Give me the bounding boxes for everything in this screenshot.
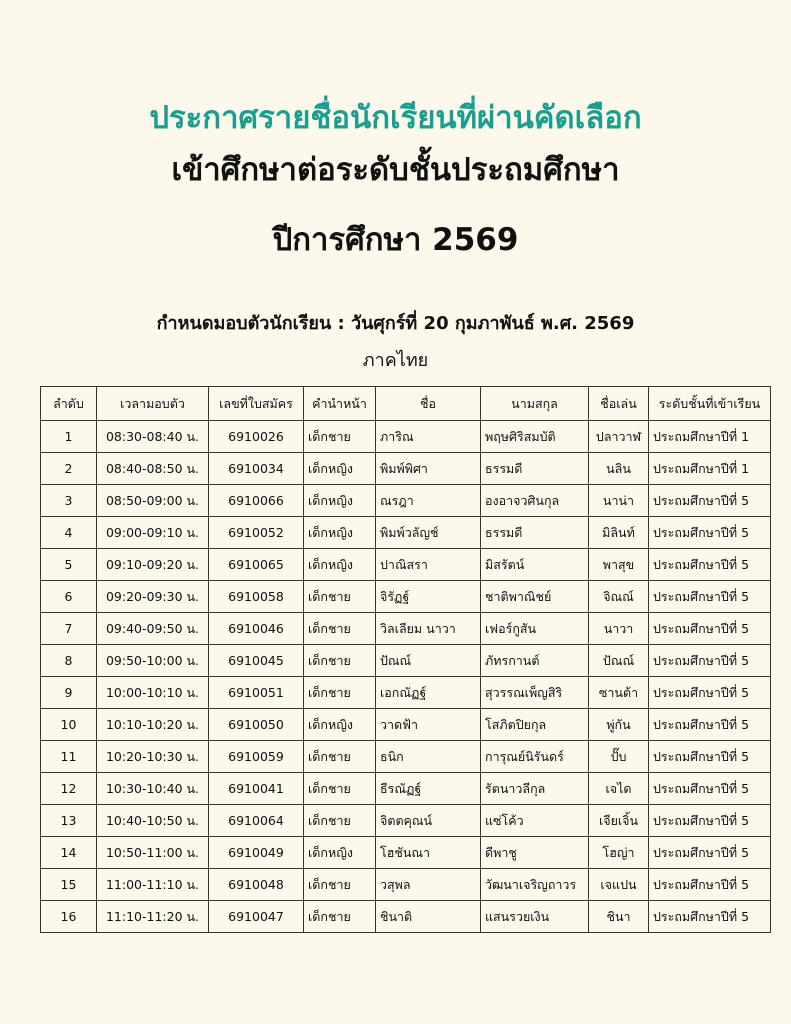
- column-header: เวลามอบตัว: [97, 387, 209, 421]
- grade-level-cell: ประถมศึกษาปีที่ 1: [649, 453, 771, 485]
- enrollment-time-cell: 10:30-10:40 น.: [97, 773, 209, 805]
- enrollment-time-cell: 10:20-10:30 น.: [97, 741, 209, 773]
- grade-level-cell: ประถมศึกษาปีที่ 1: [649, 421, 771, 453]
- nickname-cell: มิลินท์: [589, 517, 649, 549]
- row-number-cell: 15: [41, 869, 97, 901]
- table-row: [41, 709, 771, 741]
- row-number-cell: 12: [41, 773, 97, 805]
- grade-level-cell: ประถมศึกษาปีที่ 5: [649, 805, 771, 837]
- row-number-cell: 16: [41, 901, 97, 933]
- first-name-cell: ปาณิสรา: [376, 549, 481, 581]
- table-row: [41, 485, 771, 517]
- table-row: [41, 901, 771, 933]
- academic-year: ปีการศึกษา 2569: [272, 222, 519, 258]
- row-number-cell: 14: [41, 837, 97, 869]
- column-header: ชื่อ: [376, 387, 481, 421]
- first-name-cell: วาดฟ้า: [376, 709, 481, 741]
- table-row: [41, 453, 771, 485]
- last-name-cell: พฤษศิริสมบัติ: [481, 421, 589, 453]
- nickname-cell: ซานต้า: [589, 677, 649, 709]
- last-name-cell: ชาติพาณิชย์: [481, 581, 589, 613]
- nickname-cell: นลิน: [589, 453, 649, 485]
- application-number-cell: 6910052: [209, 517, 304, 549]
- table-row: [41, 741, 771, 773]
- table-row: [41, 549, 771, 581]
- grade-level-cell: ประถมศึกษาปีที่ 5: [649, 869, 771, 901]
- first-name-cell: ธีรณัฏฐ์: [376, 773, 481, 805]
- column-header: นามสกุล: [481, 387, 589, 421]
- prefix-cell: เด็กชาย: [304, 773, 376, 805]
- application-number-cell: 6910047: [209, 901, 304, 933]
- application-number-cell: 6910045: [209, 645, 304, 677]
- last-name-cell: ดีพาชู: [481, 837, 589, 869]
- grade-level-cell: ประถมศึกษาปีที่ 5: [649, 741, 771, 773]
- application-number-cell: 6910059: [209, 741, 304, 773]
- enrollment-time-cell: 08:40-08:50 น.: [97, 453, 209, 485]
- grade-level-cell: ประถมศึกษาปีที่ 5: [649, 517, 771, 549]
- enrollment-schedule: กำหนดมอบตัวนักเรียน : วันศุกร์ที่ 20 กุมภาพันธ์ พ.ศ. 2569: [156, 313, 635, 334]
- enrollment-time-cell: 09:20-09:30 น.: [97, 581, 209, 613]
- row-number-cell: 7: [41, 613, 97, 645]
- table-row: [41, 677, 771, 709]
- table-row: [41, 421, 771, 453]
- first-name-cell: วสุพล: [376, 869, 481, 901]
- enrollment-time-cell: 11:10-11:20 น.: [97, 901, 209, 933]
- table-row: [41, 773, 771, 805]
- row-number-cell: 2: [41, 453, 97, 485]
- first-name-cell: ชินาติ: [376, 901, 481, 933]
- last-name-cell: แซ่โค้ว: [481, 805, 589, 837]
- prefix-cell: เด็กหญิง: [304, 517, 376, 549]
- table-header-row: [41, 387, 771, 421]
- row-number-cell: 11: [41, 741, 97, 773]
- nickname-cell: โฮญ่า: [589, 837, 649, 869]
- nickname-cell: ปัณณ์: [589, 645, 649, 677]
- table-row: [41, 613, 771, 645]
- enrollment-time-cell: 10:00-10:10 น.: [97, 677, 209, 709]
- prefix-cell: เด็กชาย: [304, 741, 376, 773]
- column-header: เลขที่ใบสมัคร: [209, 387, 304, 421]
- table-row: [41, 517, 771, 549]
- enrollment-time-cell: 09:40-09:50 น.: [97, 613, 209, 645]
- grade-level-cell: ประถมศึกษาปีที่ 5: [649, 901, 771, 933]
- table-row: [41, 805, 771, 837]
- application-number-cell: 6910058: [209, 581, 304, 613]
- prefix-cell: เด็กหญิง: [304, 549, 376, 581]
- prefix-cell: เด็กชาย: [304, 901, 376, 933]
- row-number-cell: 8: [41, 645, 97, 677]
- enrollment-time-cell: 11:00-11:10 น.: [97, 869, 209, 901]
- table-row: [41, 837, 771, 869]
- first-name-cell: ภาริณ: [376, 421, 481, 453]
- nickname-cell: นาน่า: [589, 485, 649, 517]
- first-name-cell: จิรัฏฐ์: [376, 581, 481, 613]
- prefix-cell: เด็กหญิง: [304, 485, 376, 517]
- row-number-cell: 5: [41, 549, 97, 581]
- prefix-cell: เด็กชาย: [304, 613, 376, 645]
- last-name-cell: การุณย์นิรันดร์: [481, 741, 589, 773]
- nickname-cell: พาสุข: [589, 549, 649, 581]
- first-name-cell: พิมพ์วลัญช์: [376, 517, 481, 549]
- prefix-cell: เด็กชาย: [304, 421, 376, 453]
- last-name-cell: วัฒนาเจริญถาวร: [481, 869, 589, 901]
- row-number-cell: 4: [41, 517, 97, 549]
- prefix-cell: เด็กชาย: [304, 645, 376, 677]
- application-number-cell: 6910065: [209, 549, 304, 581]
- row-number-cell: 6: [41, 581, 97, 613]
- grade-level-cell: ประถมศึกษาปีที่ 5: [649, 613, 771, 645]
- enrollment-time-cell: 10:50-11:00 น.: [97, 837, 209, 869]
- row-number-cell: 3: [41, 485, 97, 517]
- last-name-cell: มิสรัตน์: [481, 549, 589, 581]
- column-header: ชื่อเล่น: [589, 387, 649, 421]
- nickname-cell: ปลาวาฬ: [589, 421, 649, 453]
- grade-level-cell: ประถมศึกษาปีที่ 5: [649, 645, 771, 677]
- nickname-cell: ชินา: [589, 901, 649, 933]
- column-header: คำนำหน้า: [304, 387, 376, 421]
- table-row: [41, 581, 771, 613]
- last-name-cell: รัตนาวลีกุล: [481, 773, 589, 805]
- announcement-subtitle: เข้าศึกษาต่อระดับชั้นประถมศึกษา: [171, 152, 620, 188]
- table-row: [41, 645, 771, 677]
- column-header: ลำดับ: [41, 387, 97, 421]
- enrollment-time-cell: 10:40-10:50 น.: [97, 805, 209, 837]
- nickname-cell: จิณณ์: [589, 581, 649, 613]
- row-number-cell: 13: [41, 805, 97, 837]
- first-name-cell: ธนิก: [376, 741, 481, 773]
- row-number-cell: 9: [41, 677, 97, 709]
- last-name-cell: เฟอร์กูสัน: [481, 613, 589, 645]
- last-name-cell: โสภิตปิยกุล: [481, 709, 589, 741]
- grade-level-cell: ประถมศึกษาปีที่ 5: [649, 709, 771, 741]
- first-name-cell: พิมพ์พิศา: [376, 453, 481, 485]
- prefix-cell: เด็กชาย: [304, 581, 376, 613]
- application-number-cell: 6910064: [209, 805, 304, 837]
- first-name-cell: โฮชันณา: [376, 837, 481, 869]
- first-name-cell: จิตตคุณน์: [376, 805, 481, 837]
- enrollment-time-cell: 09:10-09:20 น.: [97, 549, 209, 581]
- nickname-cell: ปั๊บ: [589, 741, 649, 773]
- last-name-cell: สุวรรณเพ็ญสิริ: [481, 677, 589, 709]
- enrollment-time-cell: 08:50-09:00 น.: [97, 485, 209, 517]
- nickname-cell: เจได: [589, 773, 649, 805]
- last-name-cell: ภัทรกานต์: [481, 645, 589, 677]
- student-table: [40, 386, 771, 933]
- application-number-cell: 6910049: [209, 837, 304, 869]
- application-number-cell: 6910051: [209, 677, 304, 709]
- grade-level-cell: ประถมศึกษาปีที่ 5: [649, 773, 771, 805]
- application-number-cell: 6910041: [209, 773, 304, 805]
- nickname-cell: เจแปน: [589, 869, 649, 901]
- last-name-cell: ธรรมดี: [481, 517, 589, 549]
- application-number-cell: 6910026: [209, 421, 304, 453]
- nickname-cell: เจียเจิ้น: [589, 805, 649, 837]
- enrollment-time-cell: 09:50-10:00 น.: [97, 645, 209, 677]
- row-number-cell: 1: [41, 421, 97, 453]
- enrollment-time-cell: 08:30-08:40 น.: [97, 421, 209, 453]
- application-number-cell: 6910048: [209, 869, 304, 901]
- application-number-cell: 6910050: [209, 709, 304, 741]
- grade-level-cell: ประถมศึกษาปีที่ 5: [649, 485, 771, 517]
- announcement-title: ประกาศรายชื่อนักเรียนที่ผ่านคัดเลือก: [149, 100, 642, 136]
- prefix-cell: เด็กชาย: [304, 805, 376, 837]
- first-name-cell: ณรฎา: [376, 485, 481, 517]
- row-number-cell: 10: [41, 709, 97, 741]
- application-number-cell: 6910046: [209, 613, 304, 645]
- first-name-cell: ปัณณ์: [376, 645, 481, 677]
- grade-level-cell: ประถมศึกษาปีที่ 5: [649, 677, 771, 709]
- enrollment-time-cell: 10:10-10:20 น.: [97, 709, 209, 741]
- last-name-cell: ธรรมดี: [481, 453, 589, 485]
- grade-level-cell: ประถมศึกษาปีที่ 5: [649, 581, 771, 613]
- first-name-cell: เอกณัฏฐ์: [376, 677, 481, 709]
- first-name-cell: วิลเลียม นาวา: [376, 613, 481, 645]
- prefix-cell: เด็กชาย: [304, 677, 376, 709]
- last-name-cell: แสนรวยเงิน: [481, 901, 589, 933]
- prefix-cell: เด็กหญิง: [304, 453, 376, 485]
- nickname-cell: พู่กัน: [589, 709, 649, 741]
- enrollment-time-cell: 09:00-09:10 น.: [97, 517, 209, 549]
- program-label: ภาคไทย: [362, 350, 429, 371]
- nickname-cell: นาวา: [589, 613, 649, 645]
- prefix-cell: เด็กหญิง: [304, 709, 376, 741]
- application-number-cell: 6910034: [209, 453, 304, 485]
- grade-level-cell: ประถมศึกษาปีที่ 5: [649, 549, 771, 581]
- prefix-cell: เด็กชาย: [304, 869, 376, 901]
- table-row: [41, 869, 771, 901]
- prefix-cell: เด็กหญิง: [304, 837, 376, 869]
- application-number-cell: 6910066: [209, 485, 304, 517]
- last-name-cell: องอาจวศินกุล: [481, 485, 589, 517]
- grade-level-cell: ประถมศึกษาปีที่ 5: [649, 837, 771, 869]
- column-header: ระดับชั้นที่เข้าเรียน: [649, 387, 771, 421]
